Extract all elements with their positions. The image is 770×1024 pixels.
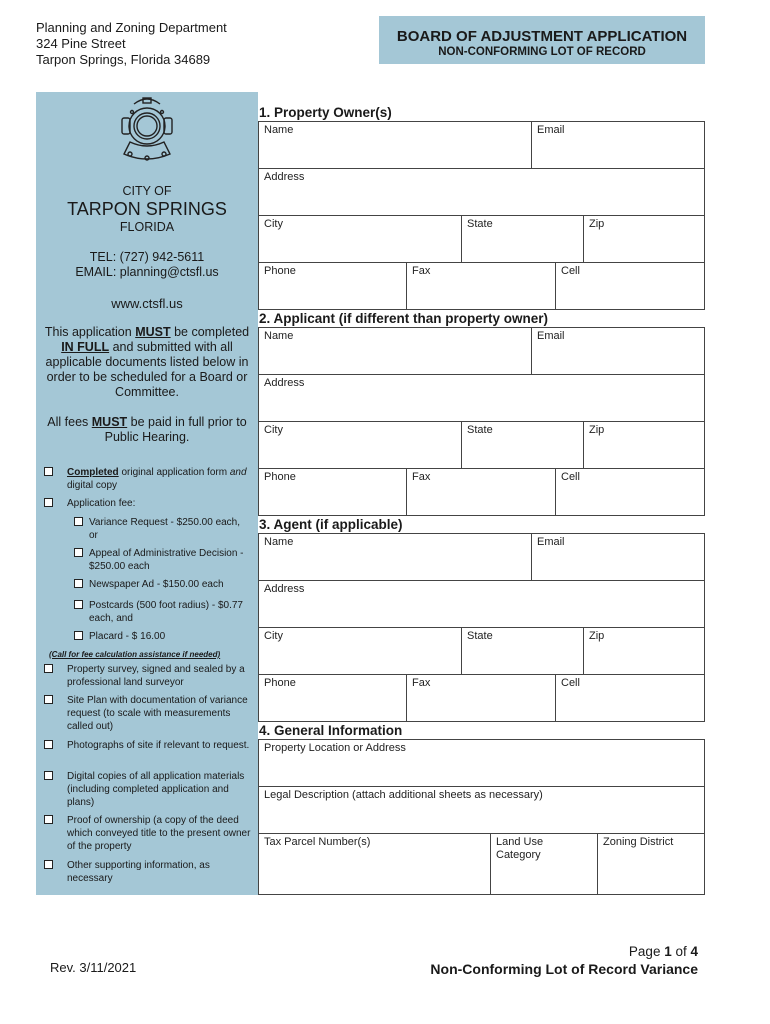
field-label: State bbox=[467, 630, 493, 642]
checklist-text: Placard - $ 16.00 bbox=[89, 631, 166, 642]
checkbox[interactable] bbox=[74, 579, 83, 588]
field-label: Name bbox=[264, 124, 294, 136]
checkbox[interactable] bbox=[44, 498, 53, 507]
agent-city-field[interactable] bbox=[258, 627, 462, 675]
owner-address-field[interactable] bbox=[258, 168, 705, 216]
checkbox[interactable] bbox=[74, 548, 83, 557]
field-label: Zip bbox=[589, 218, 605, 230]
field-label: Cell bbox=[561, 471, 580, 483]
note-text: be paid in full prior to Public Hearing. bbox=[104, 415, 247, 444]
page-current: 1 bbox=[664, 944, 672, 959]
checklist-text-part: digital copy bbox=[67, 480, 118, 491]
checkbox[interactable] bbox=[44, 664, 53, 673]
checkbox[interactable] bbox=[44, 695, 53, 704]
tax-parcel-field[interactable] bbox=[258, 833, 491, 895]
checkbox[interactable] bbox=[74, 631, 83, 640]
checklist-text: Postcards (500 foot radius) - $0.77 each, and bbox=[89, 600, 243, 624]
applicant-fax-field[interactable] bbox=[406, 468, 556, 516]
field-label: Land Use Category bbox=[496, 836, 544, 861]
department-city: Tarpon Springs, Florida 34689 bbox=[36, 52, 211, 67]
zoning-district-field[interactable] bbox=[597, 833, 705, 895]
agent-cell-field[interactable] bbox=[555, 674, 705, 722]
owner-city-field[interactable] bbox=[258, 215, 462, 263]
owner-cell-field[interactable] bbox=[555, 262, 705, 310]
checklist-text-part: original application form bbox=[118, 467, 230, 478]
applicant-state-field[interactable] bbox=[461, 421, 584, 469]
fee-note bbox=[42, 415, 252, 445]
field-label: Legal Description (attach additional sheets as necessary) bbox=[264, 789, 543, 801]
note-text: and submitted with all applicable documents listed below in order to be scheduled for a Board or Committee. bbox=[45, 340, 249, 399]
agent-name-field[interactable] bbox=[258, 533, 532, 581]
checkbox[interactable] bbox=[44, 771, 53, 780]
fee-calculation-note: (Call for fee calculation assistance if needed) bbox=[49, 650, 221, 659]
section-agent-title: 3. Agent (if applicable) bbox=[259, 517, 403, 532]
note-emphasis: MUST bbox=[91, 415, 128, 429]
checklist-text: Digital copies of all application materials (including completed application and plans) bbox=[67, 771, 245, 808]
field-label: Email bbox=[537, 536, 565, 548]
field-label: Address bbox=[264, 171, 305, 183]
note-emphasis: IN FULL bbox=[61, 340, 110, 354]
owner-zip-field[interactable] bbox=[583, 215, 705, 263]
checklist-text: Other supporting information, as necessary bbox=[67, 860, 210, 884]
agent-address-field[interactable] bbox=[258, 580, 705, 628]
revision-date: Rev. 3/11/2021 bbox=[50, 960, 137, 975]
field-label: Phone bbox=[264, 677, 296, 689]
field-label: Name bbox=[264, 330, 294, 342]
checklist-text: Appeal of Administrative Decision - $250.00 each bbox=[89, 548, 244, 572]
checklist-emphasis: Completed bbox=[67, 467, 119, 478]
field-label: Name bbox=[264, 536, 294, 548]
field-label: Phone bbox=[264, 265, 296, 277]
land-use-field[interactable] bbox=[490, 833, 598, 895]
state-label: FLORIDA bbox=[119, 220, 175, 234]
checklist-text bbox=[67, 466, 255, 492]
field-label: Phone bbox=[264, 471, 296, 483]
field-label: City bbox=[264, 630, 283, 642]
completion-note bbox=[42, 325, 252, 400]
applicant-phone-field[interactable] bbox=[258, 468, 407, 516]
note-text: be completed bbox=[170, 325, 250, 339]
field-label: City bbox=[264, 424, 283, 436]
note-emphasis: MUST bbox=[135, 325, 171, 339]
checkbox[interactable] bbox=[44, 467, 53, 476]
footer-form-title: Non-Conforming Lot of Record Variance bbox=[430, 961, 698, 977]
owner-state-field[interactable] bbox=[461, 215, 584, 263]
field-label: Address bbox=[264, 377, 305, 389]
applicant-city-field[interactable] bbox=[258, 421, 462, 469]
section-applicant-title: 2. Applicant (if different than property owner) bbox=[259, 311, 549, 326]
field-label: Zip bbox=[589, 424, 605, 436]
department-street: 324 Pine Street bbox=[36, 36, 126, 51]
checklist-text: Site Plan with documentation of variance request (to scale with measurements called out) bbox=[67, 695, 248, 732]
diving-helmet-icon bbox=[116, 96, 178, 166]
page-total: 4 bbox=[690, 944, 698, 959]
sidebar bbox=[36, 92, 258, 895]
checklist-text: Application fee: bbox=[67, 498, 136, 509]
checklist-text: Variance Request - $250.00 each, or bbox=[89, 517, 241, 541]
form-title: BOARD OF ADJUSTMENT APPLICATION bbox=[396, 28, 688, 45]
city-name: TARPON SPRINGS bbox=[67, 199, 227, 219]
field-label: City bbox=[264, 218, 283, 230]
city-of-label: CITY OF bbox=[122, 184, 172, 198]
email-contact: EMAIL: planning@ctsfl.us bbox=[75, 265, 219, 279]
note-text: This application bbox=[44, 325, 136, 339]
applicant-email-field[interactable] bbox=[531, 327, 705, 375]
field-label: State bbox=[467, 424, 493, 436]
owner-name-field[interactable] bbox=[258, 121, 532, 169]
applicant-address-field[interactable] bbox=[258, 374, 705, 422]
checkbox[interactable] bbox=[74, 600, 83, 609]
field-label: Cell bbox=[561, 677, 580, 689]
field-label: Zoning District bbox=[603, 836, 674, 848]
checklist-text: Photographs of site if relevant to request. bbox=[67, 740, 250, 751]
field-label: Fax bbox=[412, 677, 431, 689]
checklist-text: Property survey, signed and sealed by a professional land surveyor bbox=[67, 664, 245, 688]
field-label: Cell bbox=[561, 265, 580, 277]
department-name: Planning and Zoning Department bbox=[36, 20, 227, 35]
agent-fax-field[interactable] bbox=[406, 674, 556, 722]
field-label: Email bbox=[537, 124, 565, 136]
checkbox[interactable] bbox=[44, 860, 53, 869]
form-subtitle: NON-CONFORMING LOT OF RECORD bbox=[438, 46, 646, 58]
checkbox[interactable] bbox=[44, 740, 53, 749]
agent-phone-field[interactable] bbox=[258, 674, 407, 722]
applicant-zip-field[interactable] bbox=[583, 421, 705, 469]
field-label: Fax bbox=[412, 265, 431, 277]
checklist-text: Proof of ownership (a copy of the deed which conveyed title to the present owner of the property bbox=[67, 815, 251, 852]
field-label: State bbox=[467, 218, 493, 230]
field-label: Email bbox=[537, 330, 565, 342]
department-address bbox=[36, 20, 227, 68]
telephone: TEL: (727) 942-5611 bbox=[89, 250, 205, 264]
section-property-owner-title: 1. Property Owner(s) bbox=[259, 105, 392, 120]
field-label: Fax bbox=[412, 471, 431, 483]
section-general-info-title: 4. General Information bbox=[259, 723, 403, 738]
owner-phone-field[interactable] bbox=[258, 262, 407, 310]
checkbox[interactable] bbox=[44, 815, 53, 824]
title-box bbox=[379, 16, 705, 64]
applicant-cell-field[interactable] bbox=[555, 468, 705, 516]
field-label: Address bbox=[264, 583, 305, 595]
applicant-name-field[interactable] bbox=[258, 327, 532, 375]
property-location-field[interactable] bbox=[258, 739, 705, 787]
agent-state-field[interactable] bbox=[461, 627, 584, 675]
page-number bbox=[560, 944, 698, 959]
agent-zip-field[interactable] bbox=[583, 627, 705, 675]
field-label: Tax Parcel Number(s) bbox=[264, 836, 371, 848]
checklist-text: Newspaper Ad - $150.00 each bbox=[89, 579, 224, 590]
owner-fax-field[interactable] bbox=[406, 262, 556, 310]
field-label: Zip bbox=[589, 630, 605, 642]
note-text: All fees bbox=[47, 415, 92, 429]
owner-email-field[interactable] bbox=[531, 121, 705, 169]
legal-description-field[interactable] bbox=[258, 786, 705, 834]
website: www.ctsfl.us bbox=[111, 296, 183, 311]
checkbox[interactable] bbox=[74, 517, 83, 526]
page-text: of bbox=[671, 944, 691, 959]
checklist-emphasis: and bbox=[229, 467, 247, 478]
contact-info bbox=[36, 250, 258, 280]
field-label: Property Location or Address bbox=[264, 742, 406, 754]
agent-email-field[interactable] bbox=[531, 533, 705, 581]
page-text: Page bbox=[628, 944, 665, 959]
